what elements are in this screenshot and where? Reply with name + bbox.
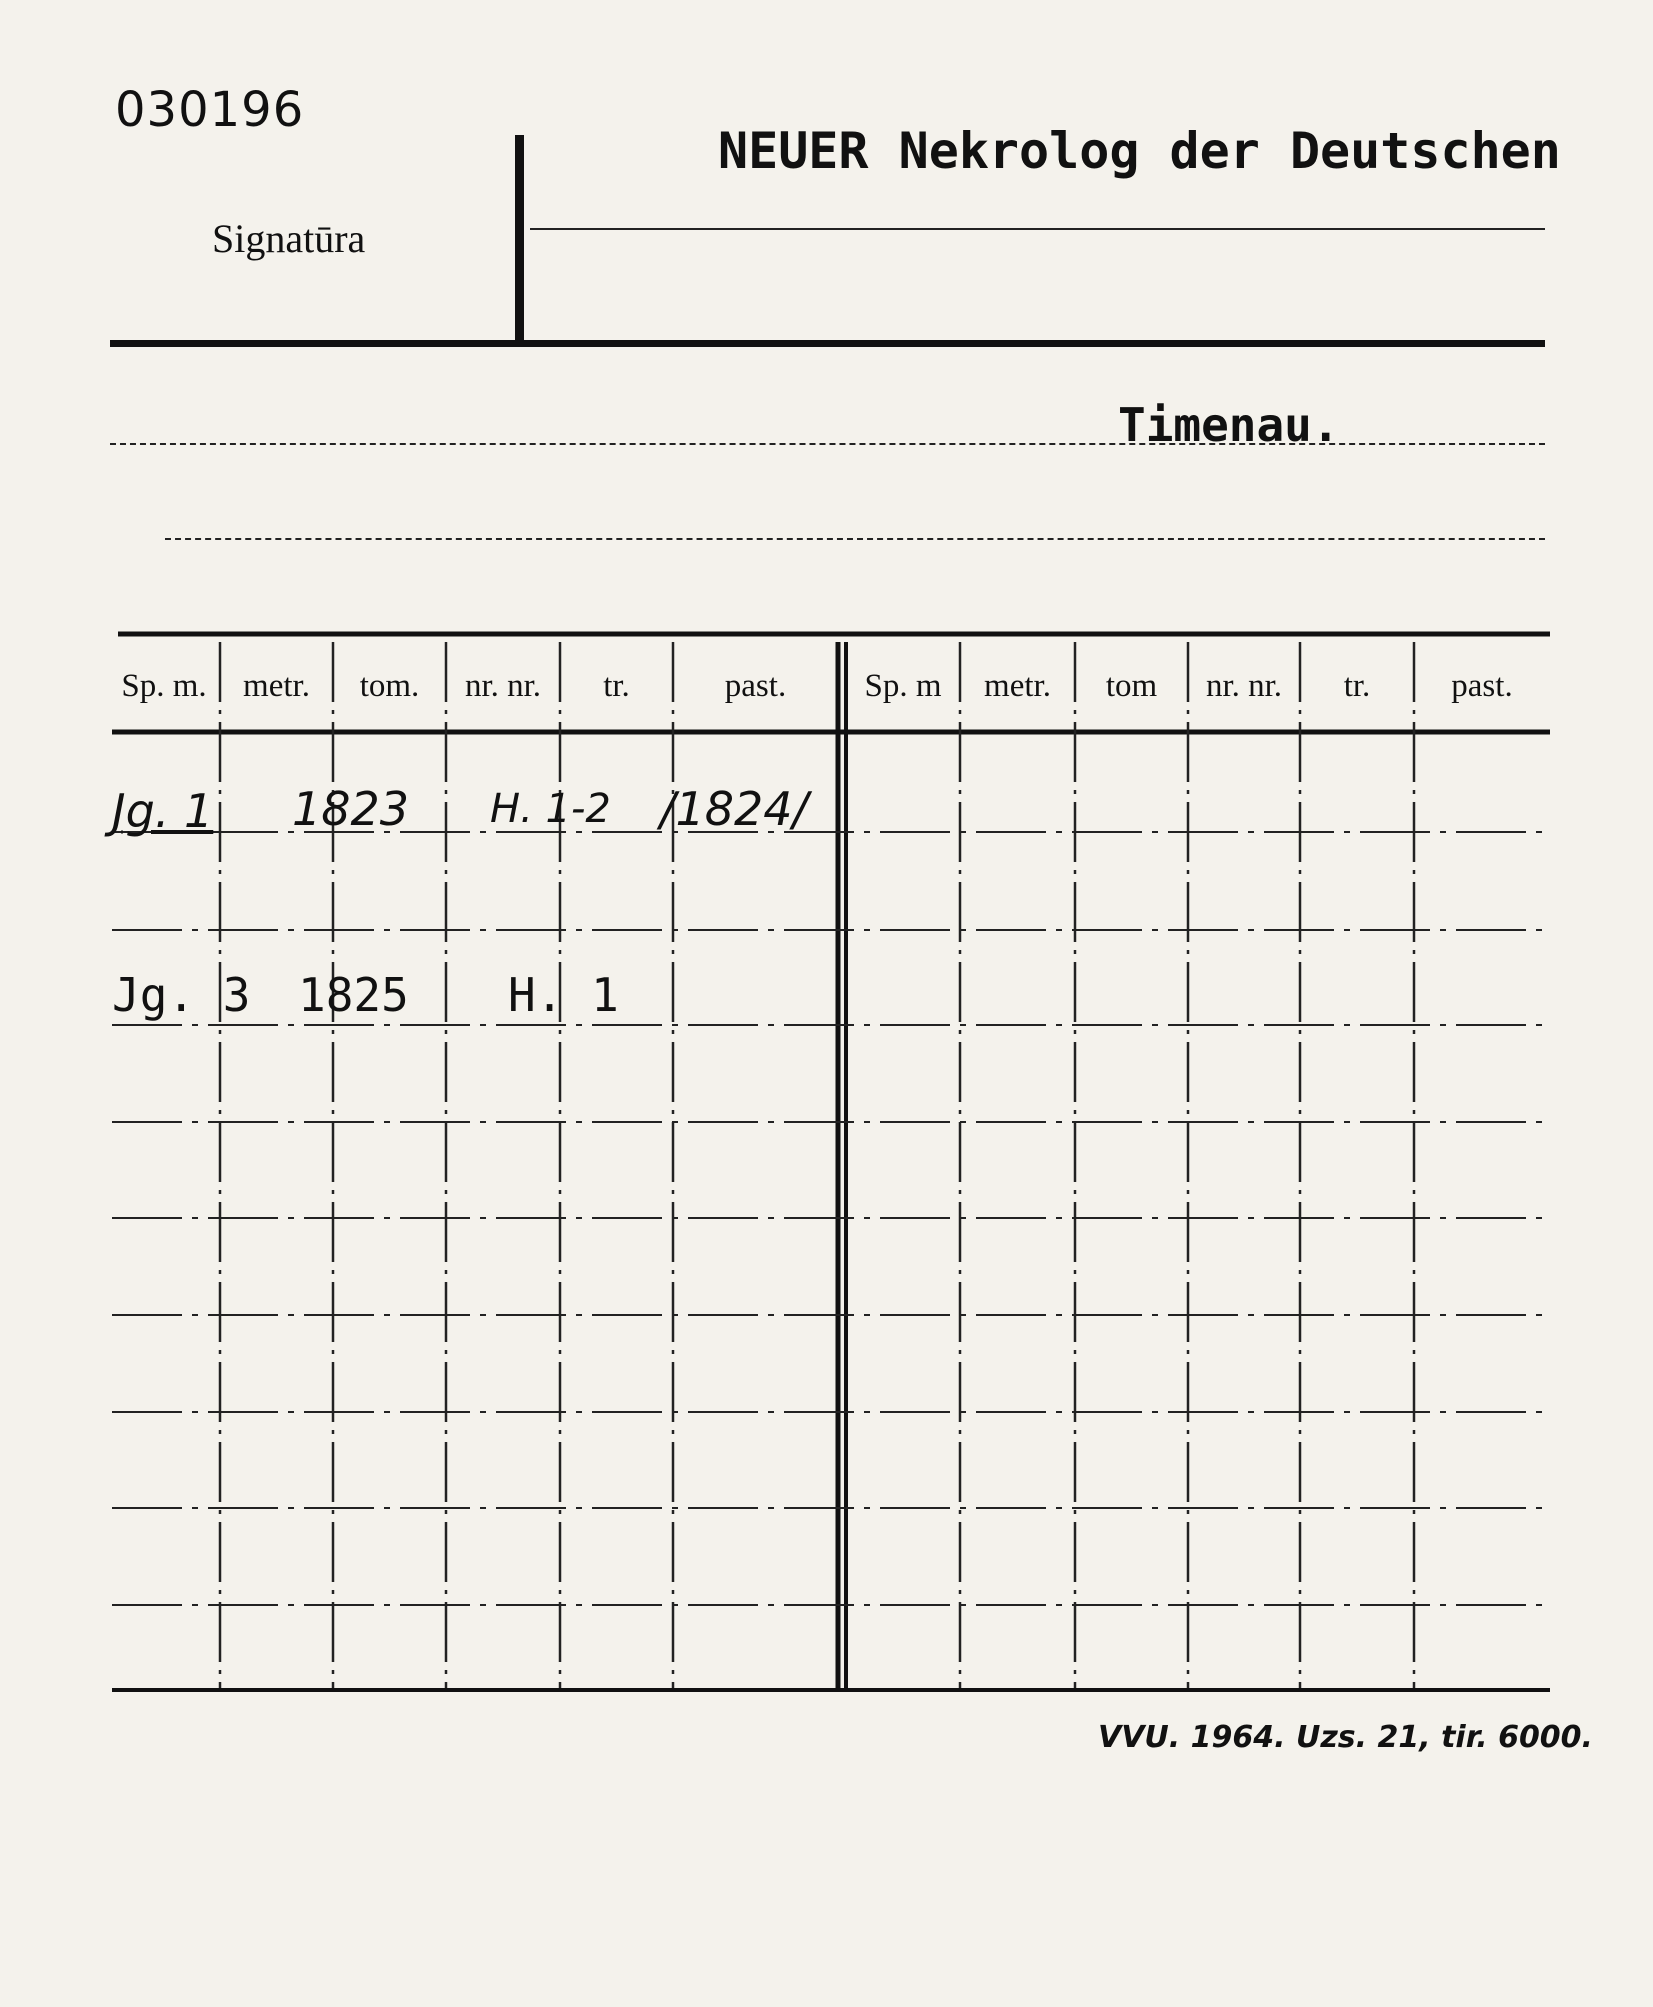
col-header-nr-nr-right: nr. nr.	[1205, 668, 1283, 704]
col-header-past-right: past.	[1451, 668, 1513, 704]
entry-2-year: 1825	[298, 968, 409, 1022]
card-number: 030196	[115, 82, 305, 138]
col-header-past: past.	[724, 668, 787, 704]
signature-label: Signatūra	[212, 216, 366, 261]
entry-1-volume: Jg. 1	[112, 784, 214, 838]
col-header-tom: tom.	[359, 668, 420, 704]
entry-1-issues: H. 1-2	[490, 786, 611, 832]
col-header-tr: tr.	[603, 668, 630, 704]
col-header-tr-right: tr.	[1343, 668, 1371, 704]
col-header-tom-right: tom	[1105, 668, 1158, 704]
entry-1-past: /1824/	[660, 782, 809, 836]
col-header-sp-m: Sp. m.	[121, 668, 207, 704]
col-header-sp-m-right: Sp. m	[864, 668, 942, 704]
col-header-nr-nr: nr. nr.	[464, 668, 542, 704]
col-header-metr: metr.	[243, 668, 310, 704]
card-title: NEUER Nekrolog der Deutschen	[718, 122, 1561, 180]
entry-2-volume: Jg. 3	[112, 968, 251, 1022]
place-text: Timenau.	[1118, 398, 1340, 452]
entry-1-year: 1823	[292, 782, 410, 836]
entry-2-issues: H. 1	[508, 968, 619, 1022]
printer-note: VVU. 1964. Uzs. 21, tir. 6000.	[1098, 1720, 1593, 1755]
col-header-metr-right: metr.	[984, 668, 1051, 704]
